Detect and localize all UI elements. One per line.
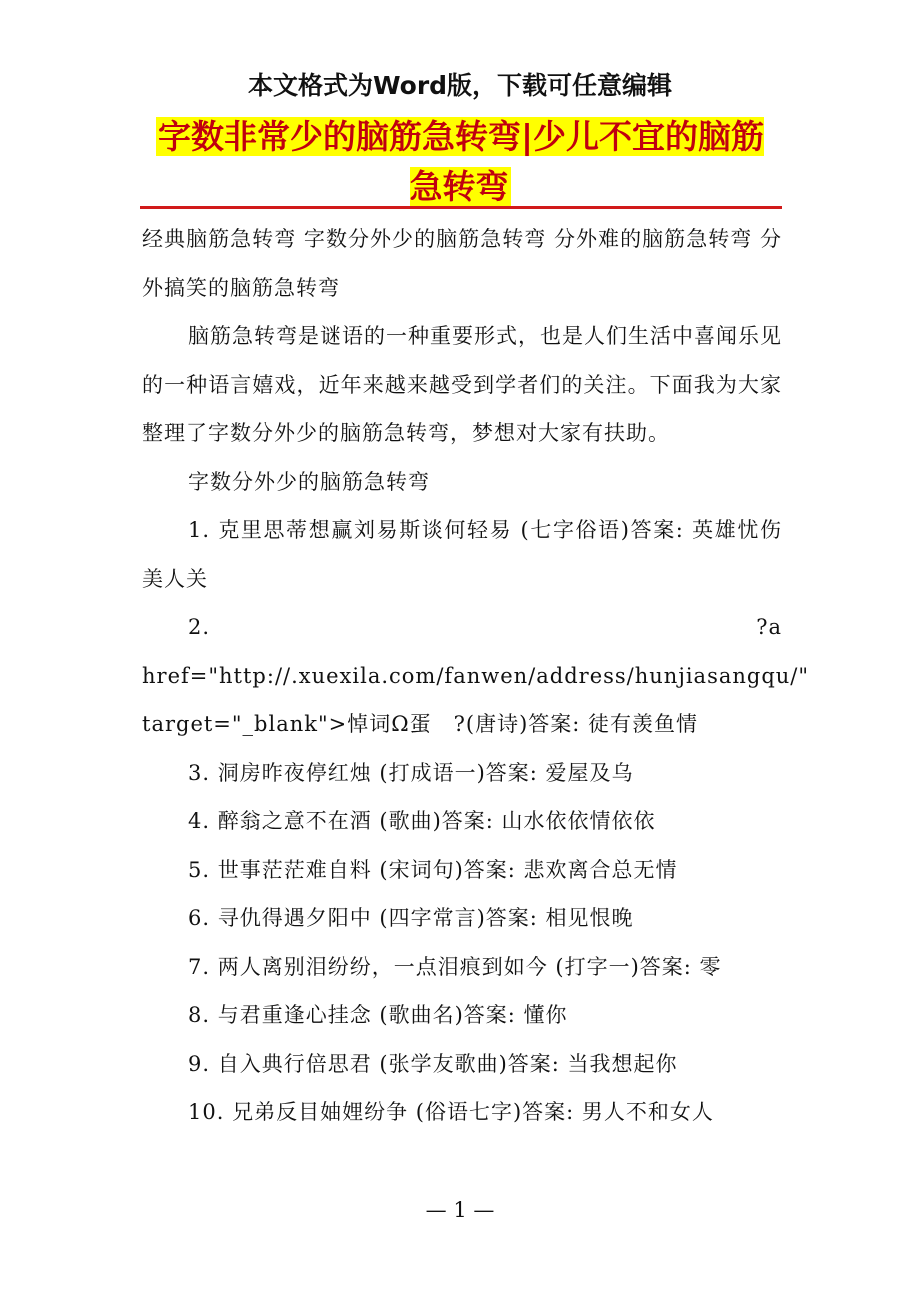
riddle-item-2-line-2: href="http://.xuexila.com/fanwen/address/hunjiasangqu/": [142, 663, 810, 688]
riddle-item-5: 5. 世事茫茫难自料 (宋词句)答案: 悲欢离合总无情: [188, 857, 678, 882]
riddle-item-4: 4. 醉翁之意不在酒 (歌曲)答案: 山水依依情依依: [188, 809, 656, 833]
document-title-text: 字数非常少的脑筋急转弯|少儿不宜的脑筋急转弯: [157, 117, 765, 206]
riddle-item-7: 7. 两人离别泪纷纷，一点泪痕到如今 (打字一)答案: 零: [188, 954, 722, 979]
riddle-item-9: 9. 自入典行倍思君 (张学友歌曲)答案: 当我想起你: [188, 1051, 678, 1076]
riddle-item-1: 1. 克里思蒂想赢刘易斯谈何轻易 (七字俗语)答案: 英雄忧伤美人关: [142, 518, 782, 591]
page-number: — 1 —: [425, 1198, 495, 1222]
intro-paragraph: 脑筋急转弯是谜语的一种重要形式，也是人们生活中喜闻乐见的一种语言嬉戏，近年来越来越受到学者们的关注。下面我为大家整理了字数分外少的脑筋急转弯，梦想对大家有扶助。: [142, 324, 782, 445]
riddle-item-2-number: 2.: [188, 615, 211, 639]
riddle-item-6: 6. 寻仇得遇夕阳中 (四字常言)答案: 相见恨晚: [188, 906, 634, 930]
title-divider: [140, 206, 782, 209]
riddle-item-8: 8. 与君重逢心挂念 (歌曲名)答案: 懂你: [188, 1003, 568, 1027]
format-notice: 本文格式为Word版，下载可任意编辑: [247, 71, 673, 100]
document-body: [142, 215, 810, 1137]
riddle-item-2-line-3: target="_blank">悼词Ω蛋 ?(唐诗)答案: 徒有羡鱼情: [142, 712, 699, 736]
document-title: [140, 112, 780, 212]
riddle-item-3: 3. 洞房昨夜停红烛 (打成语一)答案: 爱屋及乌: [188, 760, 634, 785]
riddle-item-2-line-1: [142, 603, 782, 652]
section-title: 字数分外少的脑筋急转弯: [188, 469, 430, 494]
keywords-paragraph: 经典脑筋急转弯 字数分外少的脑筋急转弯 分外难的脑筋急转弯 分外搞笑的脑筋急转弯: [142, 227, 782, 300]
riddle-item-2-fragment: ?a: [756, 615, 782, 639]
riddle-item-10: 10. 兄弟反目妯娌纷争 (俗语七字)答案: 男人不和女人: [188, 1100, 714, 1124]
